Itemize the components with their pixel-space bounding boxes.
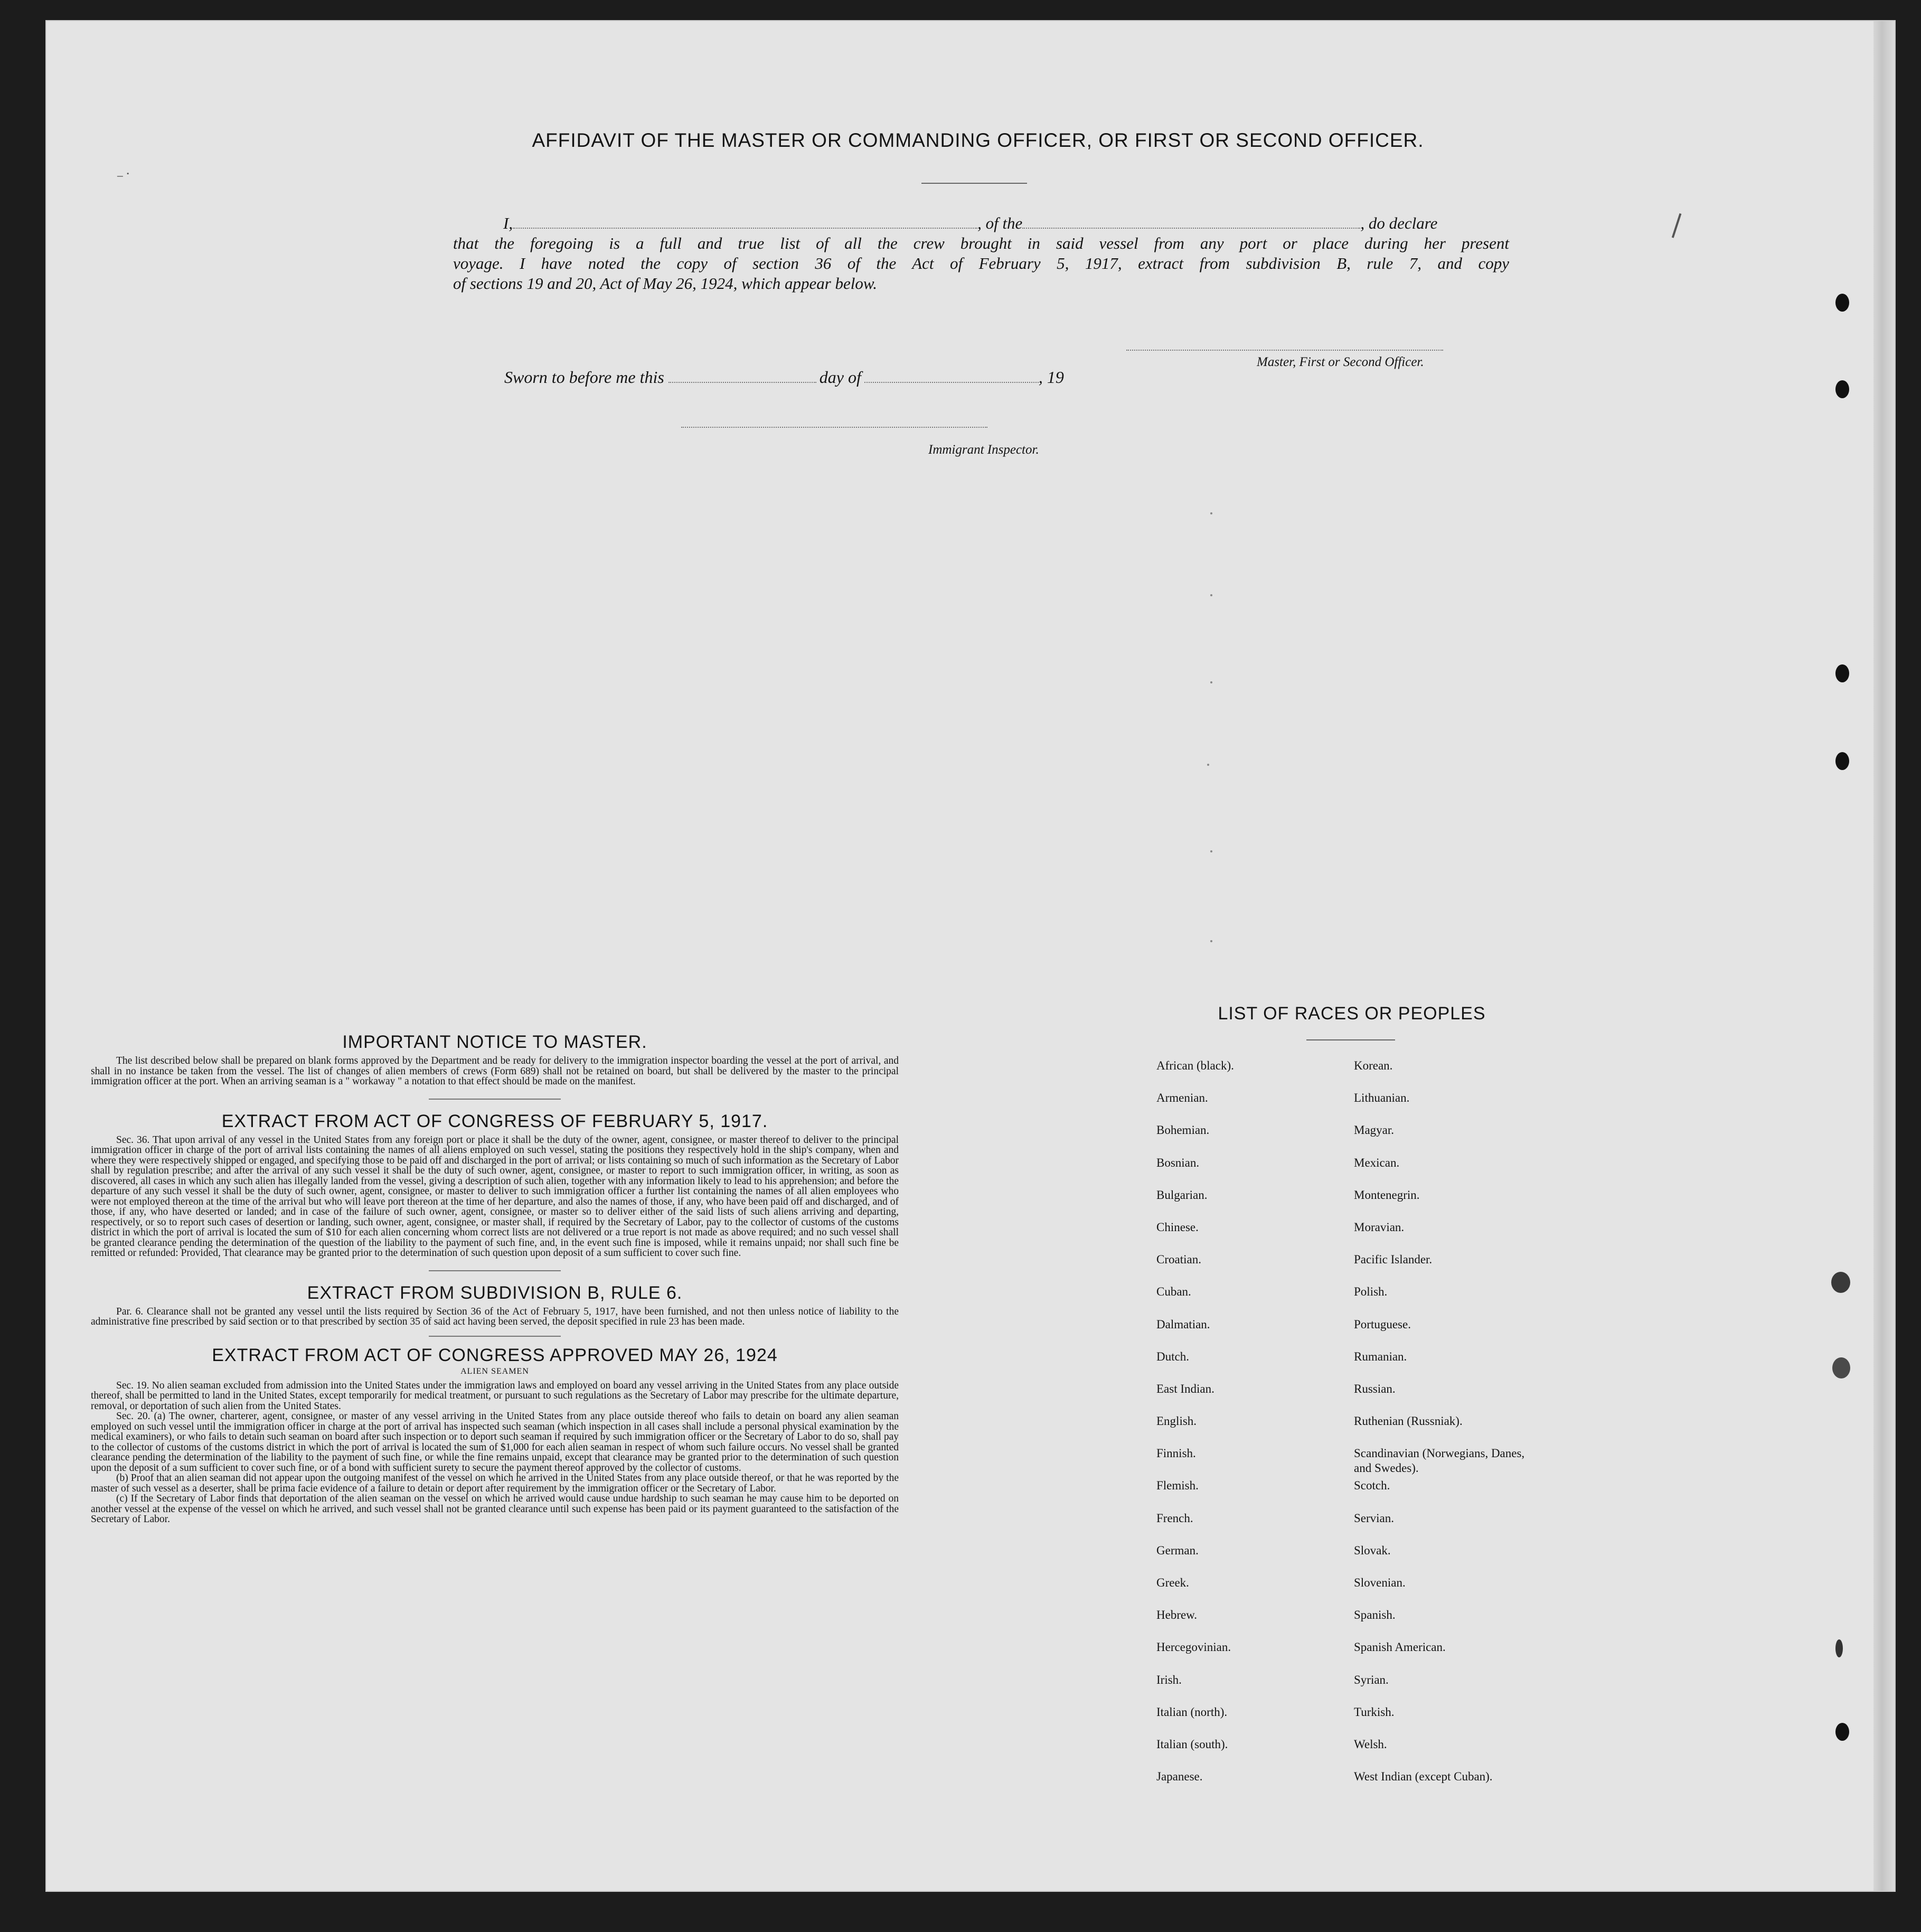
race-item: Korean. [1354,1059,1393,1072]
race-item: Cuban. [1156,1285,1191,1299]
punch-hole-7 [1835,1639,1843,1657]
declarant-line [453,213,1509,233]
race-item: Italian (south). [1156,1737,1228,1751]
extract-1924-title: EXTRACT FROM ACT OF CONGRESS APPROVED MAY 26, 1924 [212,1345,778,1365]
race-item: Russian. [1354,1382,1396,1395]
race-item: Scandinavian (Norwegians, Danes, and Swedes). [1354,1447,1525,1475]
sec20b-text [91,1473,899,1494]
punch-hole-4 [1835,752,1849,770]
race-item: Scotch. [1354,1479,1390,1493]
stray-dot [1210,940,1212,942]
race-item: English. [1156,1414,1197,1428]
race-item: Polish. [1354,1285,1388,1299]
race-item: Croatian. [1156,1253,1201,1267]
master-signature-field[interactable] [1126,350,1443,351]
extract-1917-body: Sec. 36. That upon arrival of any vessel in the United States from any foreign port or place it shall be the duty of the owner, agent, consignee, or master thereof to deliver to the principal immigration officer in charge of the port of arrival lists containing the names of all aliens employed on such vessel, stating the positions they respectively hold in the ship's company, when and where they were respectively shipped or engaged, and specifying those to be paid off and discharged in the port of arrival; or lists containing so much of such information as the Secretary of Labor shall by regulation prescribe; and after the arrival of any such vessel it shall be the duty of such owner, agent, consignee, or master to report to such immigration officer, in writing, as soon as discovered, all cases in which any such alien has illegally landed from the vessel, giving a description of such alien, together with any information likely to lead to his apprehension; and before the departure of any such vessel it shall be the duty of such owner, agent, consignee, or master to deliver to such immigration officer a further list containing the names of all alien employees who were not employed thereon at the time of the arrival but who will leave port thereon at the time of her departure, and also the names of those, if any, who have been paid off and discharged, and of those, if any, who have deserted or landed; and in case of the failure of such owner, agent, consignee, or master so to deliver either of the said lists of such aliens arriving and departing, respectively, or so to report such cases of desertion or landing, such owner, agent, consignee, or master shall, if required by the Secretary of Labor, pay to the collector of customs of the customs district in which the port of arrival is located the sum of $10 for each alien concerning whom correct lists are not delivered or a true report is not made as above required; and no such vessel shall be granted clearance pending the determination of the question of the liability to the payment of such fine, and, in the event such fine is imposed, while it remains unpaid; nor shall such fine be remitted or refunded: Provided, That clearance may be granted prior to the determination of such question upon deposit of a sum sufficient to cover such fine. [91,1134,899,1259]
notices-section [91,1032,899,1525]
sec20a-text [91,1411,899,1473]
race-item: Syrian. [1354,1673,1389,1686]
sec20b-body: (b) Proof that an alien seaman did not appear upon the outgoing manifest of the vessel on which he arrived in the United States from any place outside thereof, or that he was reported by the master of such vessel as a deserter, shall be prima facie evidence of a failure to detain or deport after requirement by the immigration officer or the Secretary of Labor. [91,1473,899,1494]
races-left-column [1156,1058,1331,1802]
race-item: West Indian (except Cuban). [1354,1770,1493,1784]
punch-hole-3 [1835,664,1849,682]
affidavit-line-3: of sections 19 and 20, Act of May 26, 1924, which appear below. [453,274,878,293]
race-item: Irish. [1156,1673,1182,1686]
stray-dot [1210,512,1212,514]
section-divider [429,1270,561,1271]
race-item: Turkish. [1354,1705,1395,1719]
races-list-title: LIST OF RACES OR PEOPLES [1218,1003,1486,1024]
race-item: Flemish. [1156,1479,1199,1493]
race-item: Slovak. [1354,1543,1391,1557]
sec19-body: Sec. 19. No alien seaman excluded from admission into the United States under the immigration laws and employed on board any vessel arriving in the United States from any place outside thereof, shall be permitted to land in the United States, except temporarily for medical treatment, or pursuant to such regulations as the Secretary of Labor may prescribe for the ultimate departure, removal, or deportation of such alien from the United States. [91,1380,899,1412]
affidavit-title: AFFIDAVIT OF THE MASTER OR COMMANDING OFFICER, OR FIRST OR SECOND OFFICER. [532,129,1424,151]
punch-hole-6 [1832,1357,1850,1378]
master-caption: Master, First or Second Officer. [1257,355,1424,369]
race-item: Spanish. [1354,1608,1396,1622]
margin-mark: ⁻ ͘ [116,170,129,187]
race-item: French. [1156,1511,1193,1525]
race-item: Chinese. [1156,1220,1199,1234]
race-item: Dalmatian. [1156,1317,1210,1331]
sworn-day-field[interactable] [668,369,816,383]
punch-hole-1 [1835,294,1849,312]
notice-to-master-title: IMPORTANT NOTICE TO MASTER. [342,1032,647,1052]
stray-dot [1210,681,1212,683]
punch-hole-2 [1835,380,1849,398]
race-item: Italian (north). [1156,1705,1228,1719]
extract-rule6-text [91,1307,899,1327]
declare-label: , do declare [1360,214,1438,232]
race-item: Bohemian. [1156,1123,1210,1137]
race-item: Servian. [1354,1511,1395,1525]
stray-dot [1210,850,1212,852]
punch-hole-8 [1835,1723,1849,1741]
sec19-text [91,1381,899,1412]
race-item: Pacific Islander. [1354,1253,1433,1267]
race-item: Slovenian. [1354,1576,1406,1589]
race-item: Magyar. [1354,1123,1395,1137]
form-page [46,21,1895,1891]
extract-rule6-body: Par. 6. Clearance shall not be granted any vessel until the lists required by Section 36 of the Act of February 5, 1917, have been furnished, and not then unless notice of liability to the administrative fine prescribed by said section or to that prescribed by section 35 of said act having been served, the deposit specified in rule 23 has been made. [91,1306,899,1327]
race-item: Mexican. [1354,1156,1400,1169]
races-right-column [1354,1058,1544,1802]
section-divider [429,1336,561,1337]
affidavit-body [453,213,1509,294]
race-item: German. [1156,1543,1199,1557]
affidavit-line-2: voyage. I have noted the copy of section 36 of the Act of February 5, 1917, extract from subdivision B, rule 7, and copy [453,254,1509,273]
race-item: Ruthenian (Russniak). [1354,1414,1463,1428]
alien-seamen-subtitle: ALIEN SEAMEN [460,1366,529,1376]
sworn-label: Sworn to before me this [504,368,664,387]
sworn-line [504,368,1064,387]
races-title-rule [1306,1039,1395,1040]
stray-dot [1207,764,1209,766]
stray-dot [1210,594,1212,596]
affidavit-line-1: that the foregoing is a full and true list of all the crew brought in said vessel from any port or place during her present [453,234,1509,252]
race-item: Armenian. [1156,1091,1208,1105]
sec20c-body: (c) If the Secretary of Labor finds that deportation of the alien seaman on the vessel on which he arrived would cause undue hardship to such seaman he may cause him to be deported on another vessel at the expense of the vessel on which he arrived, and such vessel shall not be granted clearance until such expense has been paid or its payment guaranteed to the satisfaction of the Secretary of Labor. [91,1493,899,1525]
declarant-name-field[interactable] [513,215,977,229]
day-of-label: day of [819,368,861,387]
sworn-month-field[interactable] [864,369,1039,383]
race-item: Japanese. [1156,1770,1203,1784]
race-item: Montenegrin. [1354,1188,1420,1202]
race-item: Bulgarian. [1156,1188,1208,1202]
notice-to-master-body: The list described below shall be prepared on blank forms approved by the Department and be ready for delivery to the immigration inspector boarding the vessel at the port of arrival, and shall in no instance be taken from the vessel. The list of changes of alien members of crews (Form 689) shall not be retained on board, but shall be delivered by the master to the principal immigration officer at the port. When an arriving seaman is a " workaway " a notation to that effect should be made on the manifest. [91,1055,899,1087]
extract-rule6-title: EXTRACT FROM SUBDIVISION B, RULE 6. [307,1282,683,1303]
vessel-name-field[interactable] [1022,215,1360,229]
race-item: Welsh. [1354,1737,1387,1751]
year-label: , 19 [1038,368,1064,387]
i-label: I, [503,214,513,232]
of-the-label: , of the [977,214,1023,232]
race-item: Portuguese. [1354,1317,1411,1331]
punch-hole-5 [1831,1272,1850,1293]
race-item: Rumanian. [1354,1349,1407,1363]
sec20a-body: Sec. 20. (a) The owner, charterer, agent, consignee, or master of any vessel arriving in the United States from any place outside thereof who fails to detain on board any alien seaman employed on such vessel until the immigration officer in charge at the port of arrival has inspected such seaman (which inspection in all cases shall include a personal physical examination by the medical examiners), or who fails to detain such seaman on board after such inspection or to deport such seaman if required by such immigration officer or the Secretary of Labor to do so, shall pay to the collector of customs of the customs district in which the port of arrival is located the sum of $1,000 for each alien seaman in respect of whom such failure occurs. No vessel shall be granted clearance pending the determination of the liability to the payment of such fine, or while the fine remains unpaid, except that clearance may be granted prior to the determination of such question upon the deposit of a sum sufficient to cover such fine, or of a bond with sufficient surety to secure the payment thereof approved by the collector of customs. [91,1411,899,1474]
page-edge [1873,21,1895,1891]
section-divider [429,1099,561,1100]
race-item: Spanish American. [1354,1640,1446,1654]
race-item: East Indian. [1156,1382,1214,1395]
race-item: Moravian. [1354,1220,1405,1234]
race-item: Hercegovinian. [1156,1640,1231,1654]
sec20c-text [91,1494,899,1525]
race-item: Finnish. [1156,1447,1196,1460]
race-item: African (black). [1156,1059,1234,1072]
extract-1917-title: EXTRACT FROM ACT OF CONGRESS OF FEBRUARY 5, 1917. [221,1111,768,1131]
inspector-signature-field[interactable] [681,427,987,428]
race-item: Dutch. [1156,1349,1189,1363]
notice-to-master-text [91,1056,899,1087]
title-rule [921,183,1027,184]
extract-1917-text [91,1135,899,1259]
race-item: Greek. [1156,1576,1189,1589]
race-item: Lithuanian. [1354,1091,1410,1105]
margin-tick-mark: | [1668,208,1686,240]
race-item: Bosnian. [1156,1156,1200,1169]
inspector-caption: Immigrant Inspector. [928,443,1039,457]
race-item: Hebrew. [1156,1608,1198,1622]
